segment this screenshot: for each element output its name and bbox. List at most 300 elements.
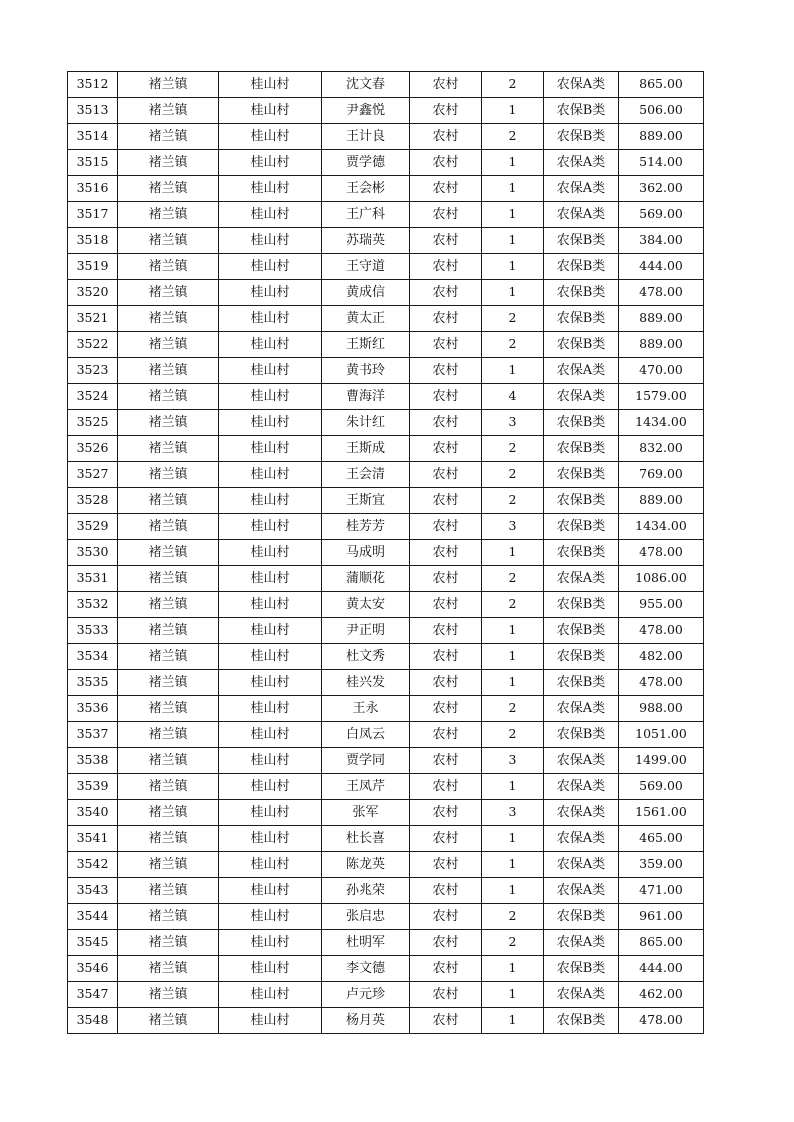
cell-seq: 3516 [68,176,118,202]
cell-area: 农村 [410,566,482,592]
cell-name: 卢元珍 [322,982,410,1008]
cell-category: 农保B类 [544,462,619,488]
cell-area: 农村 [410,826,482,852]
cell-persons: 1 [482,1008,544,1034]
cell-persons: 2 [482,930,544,956]
cell-persons: 2 [482,306,544,332]
table-row [68,618,704,644]
cell-category: 农保B类 [544,540,619,566]
cell-village: 桂山村 [219,644,322,670]
cell-persons: 1 [482,826,544,852]
cell-seq: 3547 [68,982,118,1008]
cell-village: 桂山村 [219,280,322,306]
cell-persons: 1 [482,150,544,176]
record-table [67,71,704,1034]
cell-village: 桂山村 [219,436,322,462]
cell-seq: 3526 [68,436,118,462]
cell-village: 桂山村 [219,878,322,904]
cell-seq: 3518 [68,228,118,254]
cell-name: 尹正明 [322,618,410,644]
cell-village: 桂山村 [219,800,322,826]
table-row [68,202,704,228]
table-row [68,306,704,332]
cell-amount: 832.00 [619,436,704,462]
cell-town: 褚兰镇 [118,696,219,722]
cell-town: 褚兰镇 [118,566,219,592]
cell-name: 张启忠 [322,904,410,930]
cell-persons: 2 [482,566,544,592]
cell-amount: 1434.00 [619,410,704,436]
cell-persons: 3 [482,410,544,436]
table-row [68,488,704,514]
cell-town: 褚兰镇 [118,228,219,254]
cell-area: 农村 [410,748,482,774]
table-row [68,722,704,748]
cell-area: 农村 [410,436,482,462]
cell-seq: 3527 [68,462,118,488]
cell-category: 农保A类 [544,696,619,722]
cell-village: 桂山村 [219,904,322,930]
table-row [68,956,704,982]
cell-seq: 3522 [68,332,118,358]
cell-seq: 3513 [68,98,118,124]
cell-town: 褚兰镇 [118,878,219,904]
cell-town: 褚兰镇 [118,592,219,618]
cell-area: 农村 [410,72,482,98]
cell-amount: 889.00 [619,306,704,332]
cell-amount: 1561.00 [619,800,704,826]
cell-village: 桂山村 [219,72,322,98]
table-row [68,462,704,488]
cell-town: 褚兰镇 [118,332,219,358]
cell-amount: 988.00 [619,696,704,722]
table-row [68,514,704,540]
cell-area: 农村 [410,202,482,228]
cell-name: 孙兆荣 [322,878,410,904]
cell-area: 农村 [410,358,482,384]
cell-seq: 3536 [68,696,118,722]
cell-village: 桂山村 [219,254,322,280]
cell-town: 褚兰镇 [118,852,219,878]
cell-seq: 3517 [68,202,118,228]
cell-seq: 3525 [68,410,118,436]
cell-seq: 3535 [68,670,118,696]
cell-town: 褚兰镇 [118,254,219,280]
cell-village: 桂山村 [219,228,322,254]
cell-name: 黄书玲 [322,358,410,384]
cell-category: 农保B类 [544,98,619,124]
cell-category: 农保A类 [544,982,619,1008]
cell-seq: 3531 [68,566,118,592]
cell-seq: 3546 [68,956,118,982]
cell-area: 农村 [410,644,482,670]
cell-amount: 465.00 [619,826,704,852]
cell-persons: 3 [482,748,544,774]
cell-category: 农保A类 [544,930,619,956]
cell-amount: 1434.00 [619,514,704,540]
cell-area: 农村 [410,254,482,280]
cell-village: 桂山村 [219,566,322,592]
cell-name: 贾学同 [322,748,410,774]
cell-village: 桂山村 [219,384,322,410]
cell-seq: 3520 [68,280,118,306]
cell-amount: 478.00 [619,670,704,696]
cell-town: 褚兰镇 [118,124,219,150]
cell-area: 农村 [410,150,482,176]
cell-town: 褚兰镇 [118,176,219,202]
cell-name: 杜文秀 [322,644,410,670]
table-row [68,930,704,956]
cell-persons: 3 [482,514,544,540]
cell-name: 蒲顺花 [322,566,410,592]
cell-persons: 1 [482,540,544,566]
cell-name: 王永 [322,696,410,722]
cell-amount: 1086.00 [619,566,704,592]
cell-area: 农村 [410,488,482,514]
cell-amount: 1051.00 [619,722,704,748]
cell-name: 白凤云 [322,722,410,748]
cell-amount: 478.00 [619,618,704,644]
cell-name: 杜长喜 [322,826,410,852]
cell-persons: 1 [482,176,544,202]
cell-category: 农保A类 [544,774,619,800]
cell-town: 褚兰镇 [118,462,219,488]
cell-town: 褚兰镇 [118,98,219,124]
table-row [68,982,704,1008]
cell-village: 桂山村 [219,332,322,358]
cell-seq: 3548 [68,1008,118,1034]
cell-area: 农村 [410,852,482,878]
cell-category: 农保A类 [544,748,619,774]
cell-amount: 470.00 [619,358,704,384]
cell-seq: 3528 [68,488,118,514]
cell-seq: 3521 [68,306,118,332]
cell-village: 桂山村 [219,488,322,514]
table-row [68,592,704,618]
cell-amount: 444.00 [619,956,704,982]
cell-town: 褚兰镇 [118,488,219,514]
cell-category: 农保A类 [544,72,619,98]
cell-area: 农村 [410,332,482,358]
table-row [68,72,704,98]
cell-persons: 2 [482,124,544,150]
cell-name: 王会彬 [322,176,410,202]
cell-seq: 3537 [68,722,118,748]
cell-area: 农村 [410,462,482,488]
cell-seq: 3542 [68,852,118,878]
cell-persons: 1 [482,228,544,254]
table-row [68,696,704,722]
table-row [68,332,704,358]
table-row [68,176,704,202]
table-row [68,800,704,826]
cell-area: 农村 [410,982,482,1008]
cell-persons: 2 [482,592,544,618]
cell-area: 农村 [410,956,482,982]
cell-town: 褚兰镇 [118,670,219,696]
cell-name: 陈龙英 [322,852,410,878]
cell-town: 褚兰镇 [118,540,219,566]
cell-amount: 482.00 [619,644,704,670]
table-row [68,436,704,462]
table-row [68,748,704,774]
cell-seq: 3524 [68,384,118,410]
cell-name: 王广科 [322,202,410,228]
cell-name: 王守道 [322,254,410,280]
cell-category: 农保B类 [544,904,619,930]
cell-amount: 769.00 [619,462,704,488]
cell-name: 王斯红 [322,332,410,358]
cell-village: 桂山村 [219,462,322,488]
cell-seq: 3523 [68,358,118,384]
cell-name: 朱计红 [322,410,410,436]
cell-area: 农村 [410,774,482,800]
cell-seq: 3530 [68,540,118,566]
cell-category: 农保B类 [544,332,619,358]
cell-name: 桂芳芳 [322,514,410,540]
cell-amount: 506.00 [619,98,704,124]
cell-village: 桂山村 [219,306,322,332]
cell-village: 桂山村 [219,514,322,540]
cell-name: 桂兴发 [322,670,410,696]
cell-name: 张军 [322,800,410,826]
cell-seq: 3543 [68,878,118,904]
table-row [68,826,704,852]
cell-category: 农保A类 [544,878,619,904]
cell-area: 农村 [410,514,482,540]
cell-area: 农村 [410,722,482,748]
cell-persons: 2 [482,436,544,462]
cell-amount: 865.00 [619,72,704,98]
cell-name: 黄太正 [322,306,410,332]
cell-persons: 1 [482,774,544,800]
cell-name: 曹海洋 [322,384,410,410]
cell-area: 农村 [410,592,482,618]
cell-persons: 1 [482,956,544,982]
cell-town: 褚兰镇 [118,826,219,852]
cell-amount: 569.00 [619,774,704,800]
cell-persons: 1 [482,644,544,670]
cell-persons: 2 [482,722,544,748]
cell-category: 农保A类 [544,384,619,410]
cell-persons: 3 [482,800,544,826]
cell-town: 褚兰镇 [118,514,219,540]
cell-town: 褚兰镇 [118,644,219,670]
cell-amount: 865.00 [619,930,704,956]
cell-name: 杜明军 [322,930,410,956]
cell-name: 王斯宜 [322,488,410,514]
cell-persons: 2 [482,904,544,930]
table-row [68,566,704,592]
cell-category: 农保B类 [544,618,619,644]
cell-category: 农保B类 [544,228,619,254]
cell-seq: 3534 [68,644,118,670]
table-row [68,410,704,436]
cell-village: 桂山村 [219,696,322,722]
cell-name: 王凤芹 [322,774,410,800]
cell-persons: 1 [482,98,544,124]
cell-seq: 3529 [68,514,118,540]
cell-category: 农保B类 [544,514,619,540]
cell-village: 桂山村 [219,670,322,696]
cell-category: 农保A类 [544,202,619,228]
cell-amount: 514.00 [619,150,704,176]
cell-village: 桂山村 [219,176,322,202]
cell-area: 农村 [410,124,482,150]
cell-persons: 1 [482,618,544,644]
cell-amount: 1499.00 [619,748,704,774]
cell-category: 农保A类 [544,176,619,202]
cell-persons: 1 [482,878,544,904]
cell-village: 桂山村 [219,124,322,150]
cell-name: 王会清 [322,462,410,488]
cell-amount: 444.00 [619,254,704,280]
table-row [68,904,704,930]
cell-category: 农保B类 [544,280,619,306]
cell-area: 农村 [410,930,482,956]
cell-category: 农保B类 [544,488,619,514]
cell-town: 褚兰镇 [118,358,219,384]
cell-area: 农村 [410,228,482,254]
table-row [68,774,704,800]
cell-category: 农保A类 [544,800,619,826]
cell-area: 农村 [410,176,482,202]
cell-amount: 359.00 [619,852,704,878]
table-row [68,124,704,150]
cell-category: 农保B类 [544,670,619,696]
table-row [68,1008,704,1034]
cell-seq: 3539 [68,774,118,800]
cell-name: 王斯成 [322,436,410,462]
cell-town: 褚兰镇 [118,982,219,1008]
cell-village: 桂山村 [219,618,322,644]
cell-town: 褚兰镇 [118,930,219,956]
cell-amount: 478.00 [619,540,704,566]
table-row [68,280,704,306]
cell-category: 农保A类 [544,150,619,176]
cell-amount: 955.00 [619,592,704,618]
table-row [68,98,704,124]
cell-town: 褚兰镇 [118,202,219,228]
cell-amount: 569.00 [619,202,704,228]
cell-name: 李文德 [322,956,410,982]
cell-persons: 2 [482,72,544,98]
cell-persons: 1 [482,852,544,878]
cell-village: 桂山村 [219,982,322,1008]
cell-area: 农村 [410,670,482,696]
cell-category: 农保A类 [544,566,619,592]
cell-town: 褚兰镇 [118,722,219,748]
table-row [68,878,704,904]
cell-seq: 3544 [68,904,118,930]
cell-village: 桂山村 [219,956,322,982]
cell-seq: 3540 [68,800,118,826]
cell-seq: 3514 [68,124,118,150]
cell-village: 桂山村 [219,774,322,800]
cell-area: 农村 [410,904,482,930]
cell-town: 褚兰镇 [118,280,219,306]
cell-village: 桂山村 [219,852,322,878]
cell-town: 褚兰镇 [118,150,219,176]
cell-persons: 1 [482,254,544,280]
cell-category: 农保B类 [544,592,619,618]
cell-category: 农保A类 [544,358,619,384]
cell-area: 农村 [410,540,482,566]
cell-amount: 961.00 [619,904,704,930]
cell-town: 褚兰镇 [118,800,219,826]
cell-village: 桂山村 [219,748,322,774]
cell-town: 褚兰镇 [118,1008,219,1034]
cell-persons: 4 [482,384,544,410]
cell-village: 桂山村 [219,1008,322,1034]
cell-persons: 1 [482,982,544,1008]
cell-amount: 478.00 [619,1008,704,1034]
cell-village: 桂山村 [219,98,322,124]
table-row [68,852,704,878]
cell-area: 农村 [410,384,482,410]
table-row [68,384,704,410]
cell-persons: 1 [482,280,544,306]
cell-category: 农保B类 [544,436,619,462]
cell-area: 农村 [410,878,482,904]
cell-seq: 3532 [68,592,118,618]
cell-name: 尹鑫悦 [322,98,410,124]
cell-persons: 1 [482,358,544,384]
cell-amount: 362.00 [619,176,704,202]
cell-seq: 3512 [68,72,118,98]
cell-persons: 2 [482,696,544,722]
cell-name: 贾学德 [322,150,410,176]
cell-area: 农村 [410,618,482,644]
cell-village: 桂山村 [219,592,322,618]
cell-town: 褚兰镇 [118,306,219,332]
cell-name: 王计良 [322,124,410,150]
cell-amount: 889.00 [619,124,704,150]
cell-village: 桂山村 [219,826,322,852]
cell-category: 农保B类 [544,722,619,748]
table-row [68,670,704,696]
cell-category: 农保B类 [544,254,619,280]
table-row [68,254,704,280]
cell-village: 桂山村 [219,150,322,176]
cell-category: 农保A类 [544,826,619,852]
cell-name: 苏瑞英 [322,228,410,254]
cell-category: 农保B类 [544,306,619,332]
cell-amount: 1579.00 [619,384,704,410]
cell-seq: 3515 [68,150,118,176]
cell-category: 农保B类 [544,1008,619,1034]
cell-town: 褚兰镇 [118,904,219,930]
cell-name: 杨月英 [322,1008,410,1034]
cell-seq: 3533 [68,618,118,644]
cell-persons: 2 [482,332,544,358]
cell-area: 农村 [410,280,482,306]
cell-amount: 889.00 [619,332,704,358]
cell-area: 农村 [410,410,482,436]
cell-area: 农村 [410,696,482,722]
cell-seq: 3541 [68,826,118,852]
cell-amount: 462.00 [619,982,704,1008]
cell-village: 桂山村 [219,358,322,384]
cell-persons: 1 [482,670,544,696]
cell-town: 褚兰镇 [118,774,219,800]
table-row [68,358,704,384]
cell-amount: 478.00 [619,280,704,306]
cell-village: 桂山村 [219,540,322,566]
cell-category: 农保B类 [544,644,619,670]
cell-town: 褚兰镇 [118,384,219,410]
table-row [68,150,704,176]
